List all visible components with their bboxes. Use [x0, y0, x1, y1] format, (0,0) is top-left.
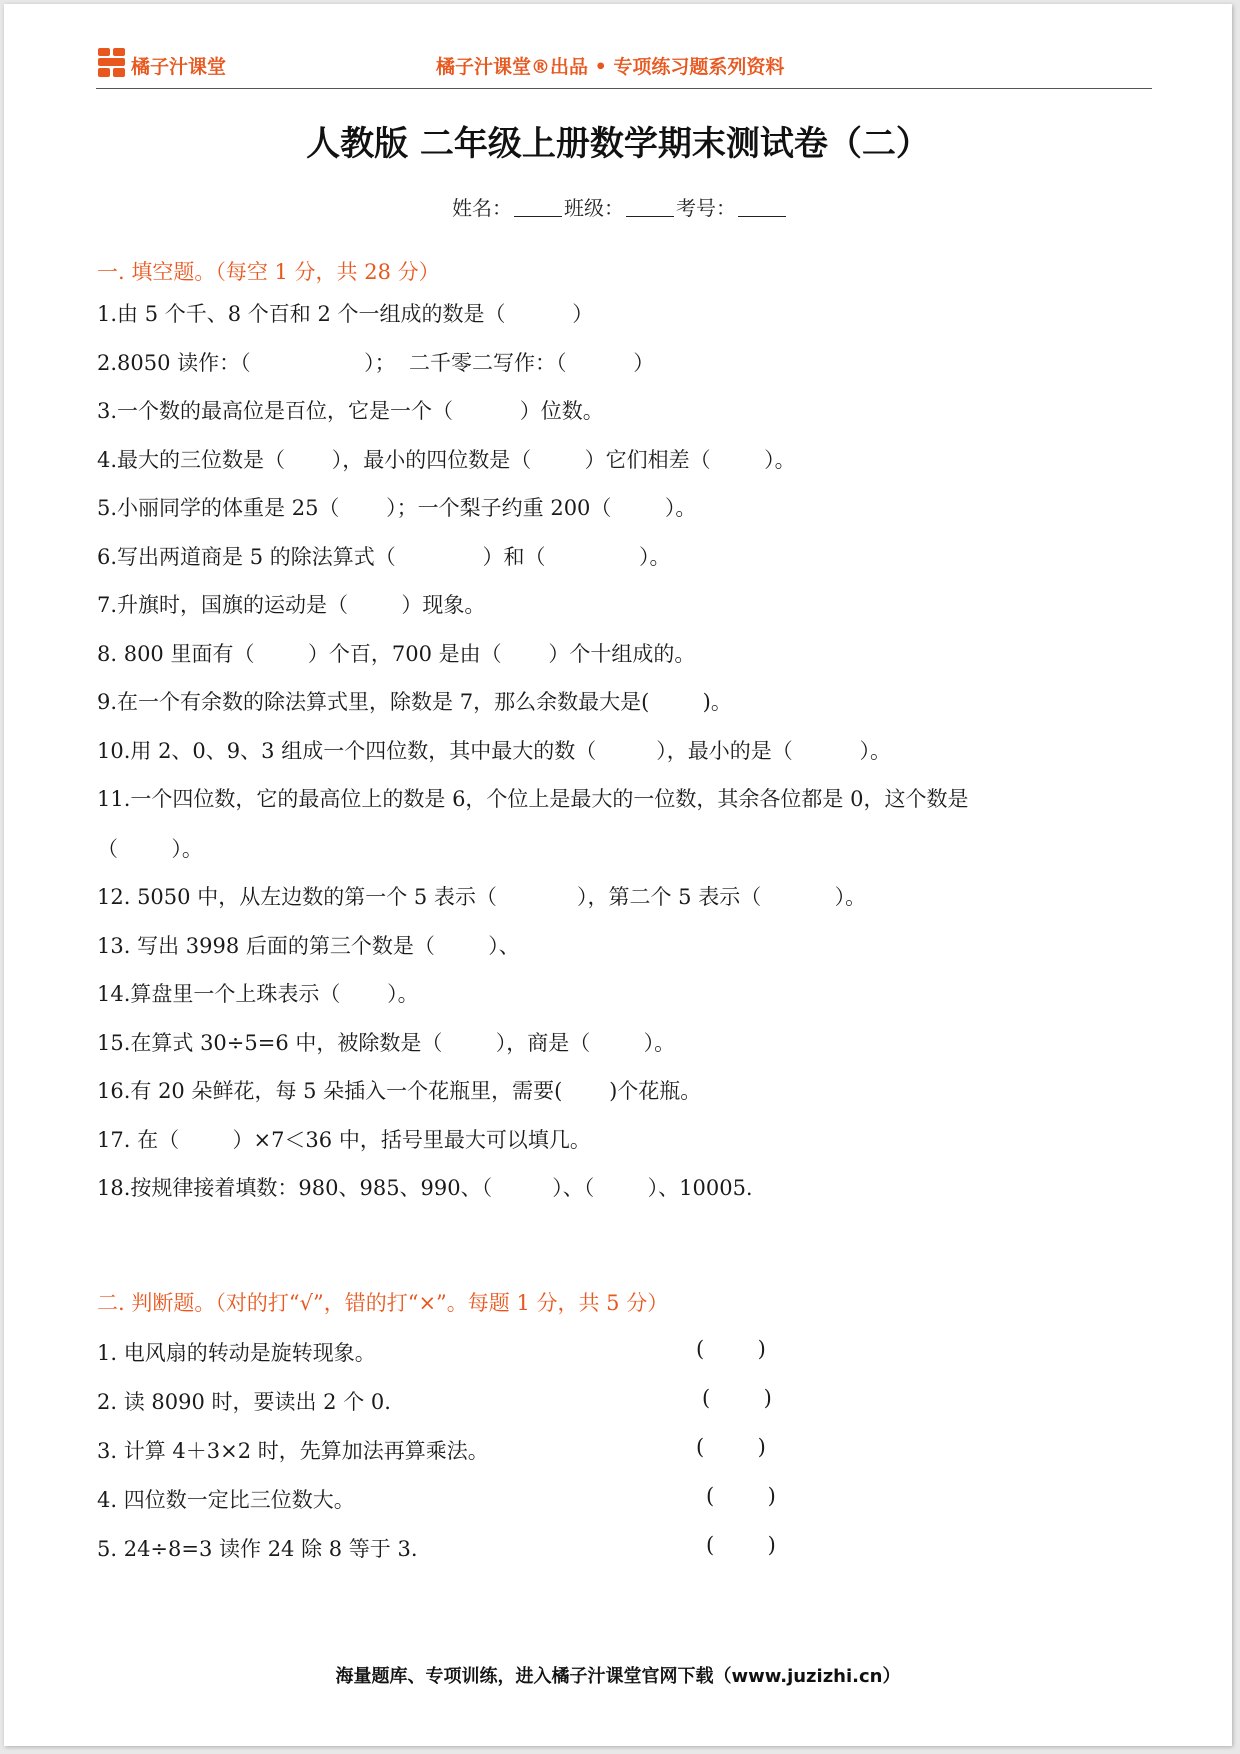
- question-12: 12. 5050 中，从左边数的第一个 5 表示（ ），第二个 5 表示（ ）。: [97, 885, 867, 909]
- question-10: 10.用 2、0、9、3 组成一个四位数，其中最大的数（ ），最小的是（ ）。: [97, 739, 892, 763]
- question-5: 5.小丽同学的体重是 25（ ）；一个梨子约重 200（ ）。: [97, 496, 697, 520]
- question-11-continued: （ ）。: [97, 837, 203, 861]
- page-footer: 海量题库、专项训练，进入橘子汁课堂官网下载（www.juzizhi.cn）: [335, 1666, 901, 1687]
- number-blank: [738, 216, 786, 217]
- question-7: 7.升旗时，国旗的运动是（ ）现象。: [97, 593, 486, 617]
- question-9: 9.在一个有余数的除法算式里，除数是 7，那么余数最大是( )。: [97, 690, 732, 714]
- number-label: 考号：: [676, 196, 736, 220]
- question-1: 1.由 5 个千、8 个百和 2 个一组成的数是（ ）: [97, 302, 594, 326]
- name-label: 姓名：: [452, 196, 512, 220]
- judge-item-5: 5. 24÷8=3 读作 24 除 8 等于 3.: [97, 1537, 418, 1561]
- page-header: [96, 44, 1152, 89]
- class-label: 班级：: [564, 196, 624, 220]
- question-17: 17. 在（ ）×7＜36 中，括号里最大可以填几。: [97, 1128, 591, 1152]
- question-13: 13. 写出 3998 后面的第三个数是（ ）、: [97, 934, 520, 958]
- judge-item-1: 1. 电风扇的转动是旋转现象。: [97, 1341, 376, 1365]
- exam-title: 人教版 二年级上册数学期末测试卷（二）: [306, 124, 930, 164]
- judge-item-3: 3. 计算 4＋3×2 时，先算加法再算乘法。: [97, 1439, 489, 1463]
- question-6: 6.写出两道商是 5 的除法算式（ ）和（ ）。: [97, 545, 671, 569]
- judge-item-2: 2. 读 8090 时，要读出 2 个 0.: [97, 1390, 391, 1414]
- logo-icon: [98, 48, 126, 78]
- section-1-heading: 一. 填空题。（每空 1 分，共 28 分）: [97, 260, 440, 284]
- judge-answer-2: ( ): [702, 1386, 772, 1410]
- judge-answer-4: ( ): [706, 1484, 776, 1508]
- judge-answer-1: ( ): [696, 1337, 766, 1361]
- student-info-line: [452, 192, 788, 221]
- class-blank: [626, 216, 674, 217]
- judge-answer-5: ( ): [706, 1533, 776, 1557]
- question-18: 18.按规律接着填数：980、985、990、（ ）、（ ）、10005.: [97, 1176, 753, 1200]
- logo-text: 橘子汁课堂: [131, 56, 227, 78]
- exam-page: [4, 4, 1232, 1746]
- question-8: 8. 800 里面有（ ）个百，700 是由（ ）个十组成的。: [97, 642, 696, 666]
- question-15: 15.在算式 30÷5=6 中，被除数是（ ），商是（ ）。: [97, 1031, 676, 1055]
- question-3: 3.一个数的最高位是百位，它是一个（ ）位数。: [97, 399, 604, 423]
- question-4: 4.最大的三位数是（ ），最小的四位数是（ ）它们相差（ ）。: [97, 448, 796, 472]
- question-11: 11.一个四位数，它的最高位上的数是 6，个位上是最大的一位数，其余各位都是 0，这个数是: [97, 787, 969, 811]
- name-blank: [514, 216, 562, 217]
- section-2-heading: 二. 判断题。（对的打“√”，错的打“×”。每题 1 分，共 5 分）: [97, 1291, 669, 1315]
- question-16: 16.有 20 朵鲜花，每 5 朵插入一个花瓶里，需要( )个花瓶。: [97, 1079, 702, 1103]
- question-14: 14.算盘里一个上珠表示（ ）。: [97, 982, 419, 1006]
- header-title: 橘子汁课堂®出品 • 专项练习题系列资料: [436, 56, 785, 78]
- question-2: 2.8050 读作：（ ）； 二千零二写作：（ ）: [97, 351, 655, 375]
- judge-answer-3: ( ): [696, 1435, 766, 1459]
- judge-item-4: 4. 四位数一定比三位数大。: [97, 1488, 355, 1512]
